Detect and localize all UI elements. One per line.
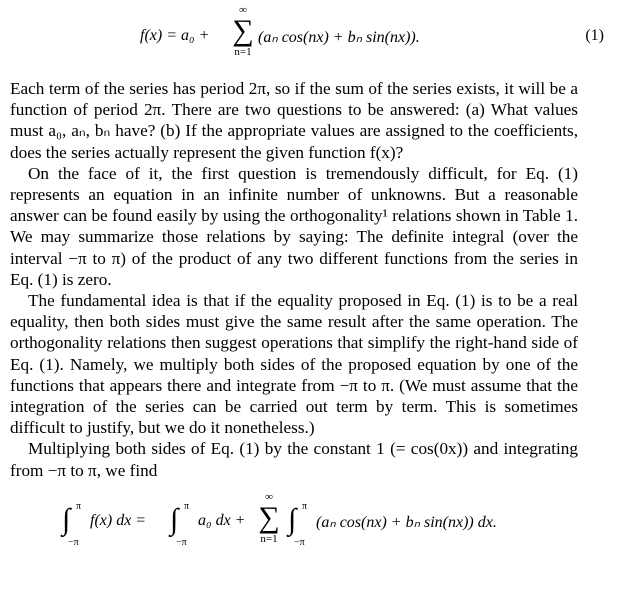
integral-1-lower: −π [68, 536, 79, 548]
body-text [10, 78, 578, 481]
equation-2-term-2: a₀ dx + [198, 511, 246, 529]
equation-1-summation [228, 4, 258, 58]
page [10, 0, 616, 561]
equation-2-sigma: ∑ [258, 500, 280, 534]
integral-2-lower: −π [176, 536, 187, 548]
equation-2 [10, 485, 616, 561]
equation-2-term-3: (aₙ cos(nx) + bₙ sin(nx)) dx. [316, 513, 497, 531]
integral-1-upper: π [76, 500, 82, 512]
equation-1-number: (1) [585, 27, 604, 44]
paragraph-1: Each term of the series has period 2π, so if the sum of the series exists, it will be a function of period 2π. There are two questions to be answered: (a) What values must a₀, aₙ, bₙ have? (b) If the appropriate values are assigned to the coefficients, does the series actually represent the given function f(x)? [10, 79, 578, 162]
equation-1 [10, 0, 616, 78]
equation-2-term-1: f(x) dx = [90, 511, 147, 529]
integral-1: ∫ π −π [62, 500, 82, 548]
equation-1-lhs: f(x) = a₀ + [140, 27, 210, 44]
equation-1-rhs: (aₙ cos(nx) + bₙ sin(nx)). [258, 29, 420, 46]
equation-1-sum-upper: ∞ [239, 4, 247, 16]
equation-2-sum-lower: n=1 [260, 532, 278, 545]
integral-2: ∫ π −π [170, 500, 190, 548]
equation-1-sum-lower: n=1 [234, 46, 252, 58]
integral-3-upper: π [302, 500, 308, 512]
equation-1-sigma: ∑ [232, 14, 254, 47]
paragraph-4: Multiplying both sides of Eq. (1) by the constant 1 (= cos(0x)) and integrating from −π to π, we find [10, 439, 578, 480]
integral-2-upper: π [184, 500, 190, 512]
equation-2-sum-upper: ∞ [265, 490, 273, 503]
equation-2-summation [254, 491, 284, 545]
paragraph-2: On the face of it, the first question is tremendously difficult, for Eq. (1) represents an equation in an infinite number of unknowns. But a reasonable answer can be found easily by using the orthogonality¹ relations shown in Table 1. We may summarize those relations by saying: The definite integral (over the interval −π to π) of the product of any two different functions from the series in Eq. (1) is zero. [10, 163, 578, 289]
integral-3-lower: −π [294, 536, 305, 548]
paragraph-3: The fundamental idea is that if the equality proposed in Eq. (1) is to be a real equality, then both sides must give the same result after the same operation. The orthogonality relations then suggest operations that simplify the right-hand side of Eq. (1). Namely, we multiply both sides of the proposed equation by one of the functions that appears there and integrate from −π to π. (We must assume that the integration of the series can be carried out term by term. This is sometimes difficult to justify, but we do it nonetheless.) [10, 291, 578, 438]
integral-3: ∫ π −π [288, 500, 308, 548]
